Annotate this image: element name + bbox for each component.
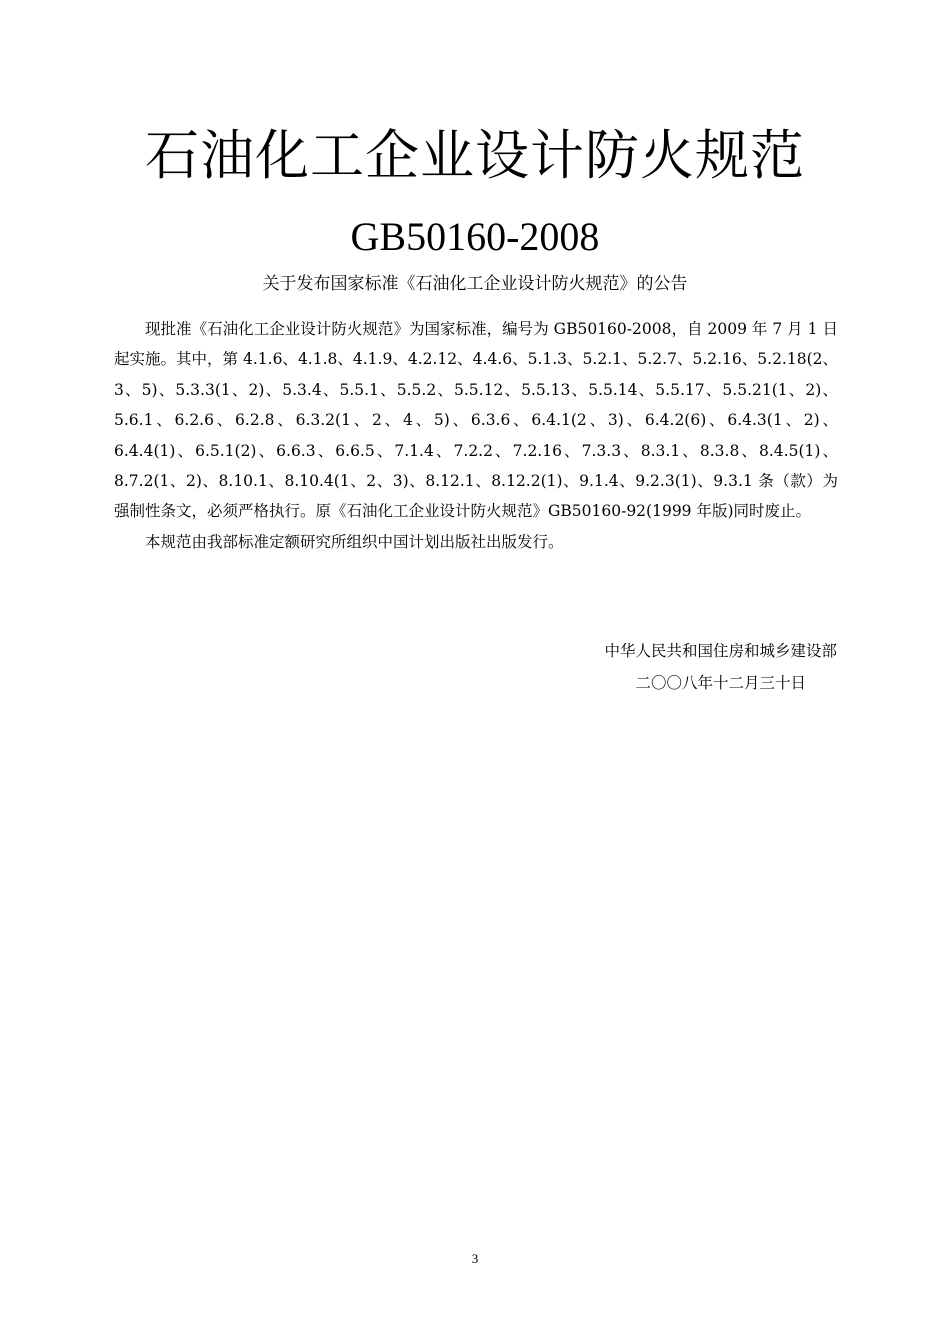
notice-paragraph: 本规范由我部标准定额研究所组织中国计划出版社出版发行。 xyxy=(145,532,564,551)
standard-code: GB50160-2008 xyxy=(350,214,600,259)
notice-body xyxy=(114,314,838,557)
document-title: 石油化工企业设计防火规范 xyxy=(145,124,805,187)
notice-title: 关于发布国家标准《石油化工企业设计防火规范》的公告 xyxy=(262,274,688,294)
signature-date: 二〇〇八年十二月三十日 xyxy=(635,674,806,692)
page-number: 3 xyxy=(471,1251,479,1266)
signature-organization: 中华人民共和国住房和城乡建设部 xyxy=(604,642,837,660)
notice-paragraph: 现批准《石油化工企业设计防火规范》为国家标准，编号为 GB50160-2008，自 2009 年 7 月 1 日起实施。其中，第 4.1.6、4.1.8、4.1.9、4.2.12、4.4.6、5.1.3、5.2.1、5.2.7、5.2.16、5.2.18(2、3、5)、5.3.3(1、2)、5.3.4、5.5.1、5.5.2、5.5.12、5.5.13、5.5.14、5.5.17、5.5.21(1、2)、5.6.1、6.2.6、6.2.8、6.3.2(1、2、4、5)、6.3.6、6.4.1(2、3)、6.4.2(6)、6.4.3(1、2)、6.4.4(1)、6.5.1(2)、6.6.3、6.6.5、7.1.4、7.2.2、7.2.16、7.3.3、8.3.1、8.3.8、8.4.5(1)、8.7.2(1、2)、8.10.1、8.10.4(1、2、3)、8.12.1、8.12.2(1)、9.1.4、9.2.3(1)、9.3.1 条（款）为强制性条文，必须严格执行。原《石油化工企业设计防火规范》GB50160-92(1999 年版)同时废止。 xyxy=(114,320,838,521)
